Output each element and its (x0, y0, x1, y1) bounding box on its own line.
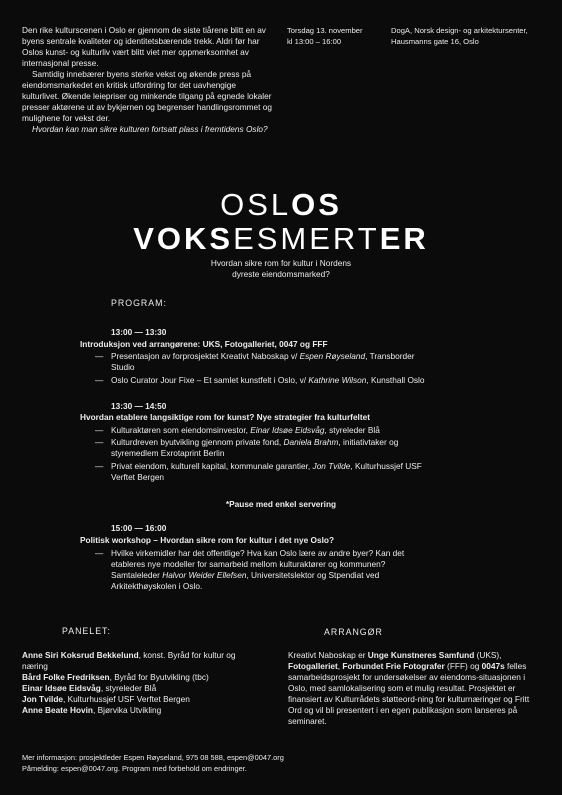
dash: — (95, 425, 104, 435)
session-3-item-1 (95, 548, 535, 594)
panel-list (22, 650, 277, 716)
org-name: Forbundet Frie Fotografer (342, 661, 445, 671)
panelist-name: Bård Folke Fredriksen (22, 672, 110, 682)
org-name: 0047s (481, 661, 505, 671)
text: Verftet Bergen (111, 472, 165, 482)
session-2-item-2-text (111, 437, 398, 459)
session-2-item-1-text (111, 425, 380, 436)
subtitle (0, 258, 562, 280)
title-er: ER (379, 221, 429, 256)
subtitle-line-1: Hvordan sikre rom for kultur i Nordens (210, 258, 352, 268)
session-3-item-1-text (111, 548, 404, 592)
text: Hvilke virkemidler har det offentlige? Hva kan Oslo lære av andre byer? Kan det (111, 548, 405, 558)
text: Kulturaktøren som eiendomsinvestor, (111, 425, 248, 435)
title-osl: OSL (220, 187, 292, 222)
text: styremedlem Exrotaprint Berlin (111, 448, 225, 458)
pause-note: *Pause med enkel servering (225, 499, 337, 509)
dash: — (95, 375, 104, 385)
panelist-3 (22, 683, 277, 694)
panelist-1 (22, 650, 277, 672)
text: (UKS), (474, 650, 502, 660)
panelist-role: næring (22, 661, 48, 671)
text: felles samarbeidsprosjekt for undersøkelser av eiendoms-situasjonen i Oslo, med samlokalisering som et mulig resultat. Prosjektet er finansiert av Kulturrådets støtteord-ning for kulturnæringer og Fritt Ord og vil bli presentert i en egen publikasjon som lanseres på seminaret. (288, 661, 530, 726)
moderator: Halvor Weider Ellefsen (162, 570, 247, 580)
program-label: PROGRAM: (111, 298, 167, 308)
text: , styreleder Blå (324, 425, 380, 435)
session-1-item-2 (95, 375, 535, 386)
event-time: kl 13:00 – 16:00 (287, 37, 342, 46)
session-2-item-2 (95, 437, 535, 459)
intro-paragraph-2: Samtidig innebærer byens sterke vekst og økende press på eiendomsmarkedet en kritisk utfordring for det uavhengige kulturlivet. Økende leiepriser og minkende tilgang på egnede lokaler presser aktørene ut av bykjernen og begrenser handlingsrommet og mulighene for vekst der. (22, 69, 272, 123)
speaker: Kathrine Wilson (308, 375, 367, 385)
event-date: Torsdag 13. november (287, 26, 363, 35)
session-1-item-1 (95, 351, 535, 373)
panelist-role: , konst. Byråd for kultur og (138, 650, 236, 660)
session-1-heading: Introduksjon ved arrangørene: UKS, Fotogalleriet, 0047 og FFF (80, 339, 328, 349)
panelist-2 (22, 672, 277, 683)
text: Samtaleleder (111, 570, 160, 580)
title-voks: VOKS (133, 221, 234, 256)
subtitle-line-2: dyreste eiendomsmarked? (232, 269, 330, 279)
session-2-time: 13:30 — 14:50 (111, 401, 167, 411)
footer (22, 752, 542, 774)
panel-label: PANELET: (62, 626, 111, 636)
session-2-item-3-text (111, 461, 422, 483)
intro-text (22, 25, 272, 135)
speaker: Einar Idsøe Eidsvåg (250, 425, 325, 435)
text: , (337, 661, 343, 671)
text: etableres nye modeller for samarbeid mellom kulturaktører og kommunen? (111, 559, 386, 569)
text: Kulturdreven byutvikling gjennom private fond, (111, 437, 282, 447)
panelist-role: , styreleder Blå (100, 683, 157, 693)
panelist-role: , Bjørvika Utvikling (93, 705, 162, 715)
speaker: Jon Tvilde (312, 461, 351, 471)
title-esmert: ESMERT (233, 221, 380, 256)
org-name: Fotogalleriet (288, 661, 338, 671)
text: Privat eiendom, kulturell kapital, kommunale garantier, (111, 461, 311, 471)
session-1-time: 13:00 — 13:30 (111, 327, 167, 337)
event-venue (391, 25, 551, 47)
panelist-name: Einar Idsøe Eidsvåg (22, 683, 101, 693)
text: (FFF) og (444, 661, 482, 671)
dash: — (95, 548, 104, 558)
text: Arkitekthøyskolen i Oslo. (111, 581, 203, 591)
text: Presentasjon av forprosjektet Kreativt Naboskap v/ (111, 351, 298, 361)
footer-info: Mer informasjon: prosjektleder Espen Røyseland, 975 08 588, espen@0047.org (22, 753, 284, 762)
text: Oslo Curator Jour Fixe – Et samlet kunstfelt i Oslo, v/ (111, 375, 307, 385)
session-3-heading: Politisk workshop – Hvordan sikre rom for kultur i det nye Oslo? (80, 535, 335, 545)
session-2-item-3 (95, 461, 535, 483)
text: Kreativt Naboskap er (288, 650, 368, 660)
event-datetime (287, 25, 387, 47)
title-line-2 (0, 222, 562, 256)
panelist-name: Anne Siri Koksrud Bekkelund (22, 650, 139, 660)
panelist-5 (22, 705, 277, 716)
dash: — (95, 351, 104, 361)
dash: — (95, 437, 104, 447)
venue-name: DogA, Norsk design- og arkitektursenter, (391, 26, 528, 35)
title-os: OS (291, 187, 342, 222)
title-line-1 (0, 188, 562, 222)
panelist-role: , Kulturhussjef USF Verftet Bergen (63, 694, 190, 704)
venue-address: Hausmanns gate 16, Oslo (391, 37, 479, 46)
session-2-item-1 (95, 425, 535, 436)
intro-paragraph-1: Den rike kulturscenen i Oslo er gjennom de siste tiårene blitt en av byens sentrale kvaliteter og identitetsbærende trekk. Aldri før har Oslos kunst- og kulturliv vært blitt viet mer oppmerksomhet av internasjonal presse. (22, 25, 266, 68)
text: , Kunsthall Oslo (366, 375, 425, 385)
panelist-name: Jon Tvilde (22, 694, 64, 704)
panelist-name: Anne Beate Hovin (22, 705, 93, 715)
org-name: Unge Kunstneres Samfund (367, 650, 475, 660)
panelist-role: , Byråd for Byutvikling (tbc) (109, 672, 209, 682)
arranger-label: ARRANGØR (324, 627, 383, 637)
session-2-heading: Hvordan etablere langsiktige rom for kunst? Nye strategier fra kulturfeltet (80, 412, 371, 422)
text: Studio (111, 362, 135, 372)
text: , initiativtaker og (338, 437, 399, 447)
session-1-item-1-text (111, 351, 414, 373)
panelist-4 (22, 694, 277, 705)
session-1-item-2-text (111, 375, 425, 386)
arranger-text (288, 650, 543, 727)
session-3-time: 15:00 — 16:00 (111, 523, 167, 533)
intro-question: Hvordan kan man sikre kulturen fortsatt plass i fremtidens Oslo? (32, 124, 268, 134)
speaker: Daniela Brahm (283, 437, 339, 447)
text: , Kulturhussjef USF (350, 461, 422, 471)
footer-registration: Påmelding: espen@0047.org. Program med forbehold om endringer. (22, 764, 247, 773)
dash: — (95, 461, 104, 471)
speaker: Espen Røyseland (299, 351, 366, 361)
text: , Universitetslektor og Stpendiat ved (246, 570, 380, 580)
text: , Transborder (365, 351, 415, 361)
